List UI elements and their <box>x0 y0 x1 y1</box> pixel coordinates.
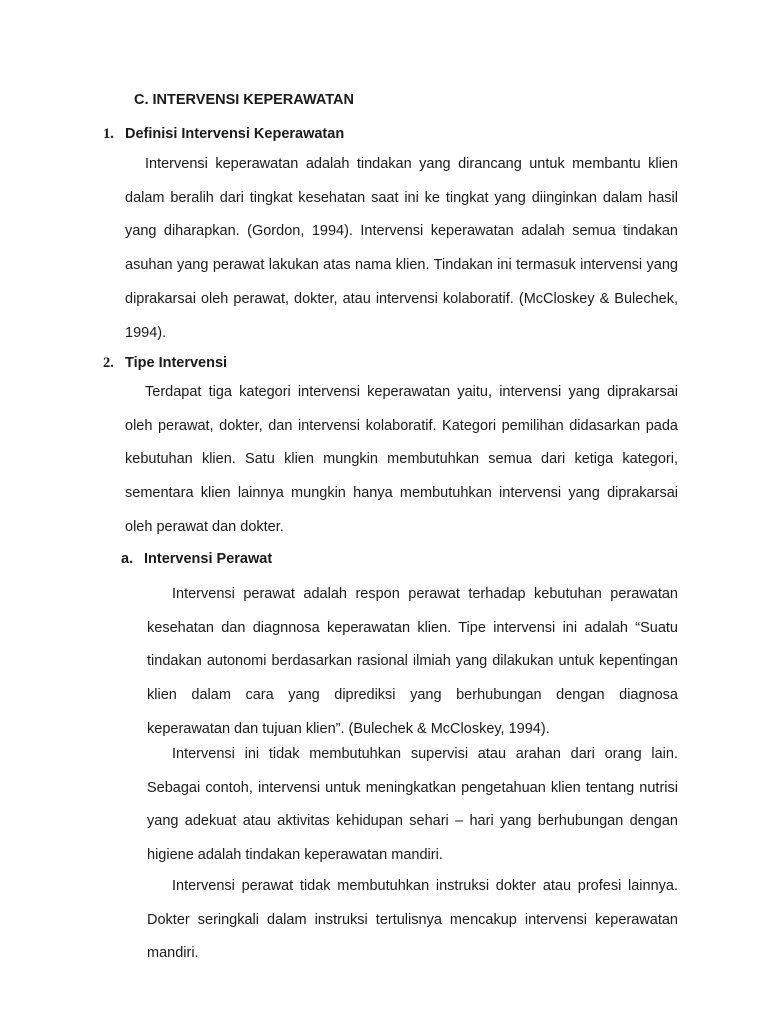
heading-number: a. <box>121 551 134 567</box>
heading-text: Tipe Intervensi <box>125 355 228 371</box>
heading-text: Definisi Intervensi Keperawatan <box>125 126 345 142</box>
heading-number: 2. <box>103 355 114 371</box>
heading-tipe <box>103 355 227 372</box>
paragraph-tipe: Terdapat tiga kategori intervensi keperawatan yaitu, intervensi yang diprakarsai oleh perawat, dokter, dan intervensi kolaboratif. Kategori pemilihan didasarkan pada kebutuhan klien. Satu klien mungkin membutuhkan semua dari ketiga kategori, sementara klien lainnya mungkin hanya membutuhkan intervensi yang diprakarsai oleh perawat dan dokter. <box>125 384 678 535</box>
heading-intervensi-perawat <box>121 551 272 567</box>
paragraph-perawat-2: Intervensi ini tidak membutuhkan supervisi atau arahan dari orang lain. Sebagai contoh, intervensi untuk meningkatkan pengetahuan klien tentang nutrisi yang adekuat atau aktivitas kehidupan sehari – hari yang berhubungan dengan higiene adalah tindakan keperawatan mandiri. <box>147 746 678 864</box>
heading-number: 1. <box>103 126 114 142</box>
heading-text: Intervensi Perawat <box>144 551 273 567</box>
section-title: C. INTERVENSI KEPERAWATAN <box>134 92 354 108</box>
paragraph-perawat-3: Intervensi perawat tidak membutuhkan instruksi dokter atau profesi lainnya. Dokter seringkali dalam instruksi tertulisnya mencakup intervensi keperawatan mandiri. <box>147 878 678 962</box>
heading-definisi <box>103 126 344 143</box>
paragraph-definisi: Intervensi keperawatan adalah tindakan yang dirancang untuk membantu klien dalam beralih dari tingkat kesehatan saat ini ke tingkat yang diinginkan dalam hasil yang diharapkan. (Gordon, 1994). Intervensi keperawatan adalah semua tindakan asuhan yang perawat lakukan atas nama klien. Tindakan ini termasuk intervensi yang diprakarsai oleh perawat, dokter, atau intervensi kolaboratif. (McCloskey & Bulechek, 1994). <box>125 156 678 341</box>
paragraph-perawat-1: Intervensi perawat adalah respon perawat terhadap kebutuhan perawatan kesehatan dan diagnnosa keperawatan klien. Tipe intervensi ini adalah “Suatu tindakan autonomi berdasarkan rasional ilmiah yang dilakukan untuk kepentingan klien dalam cara yang diprediksi yang berhubungan dengan diagnosa keperawatan dan tujuan klien”. (Bulechek & McCloskey, 1994). <box>147 586 678 737</box>
